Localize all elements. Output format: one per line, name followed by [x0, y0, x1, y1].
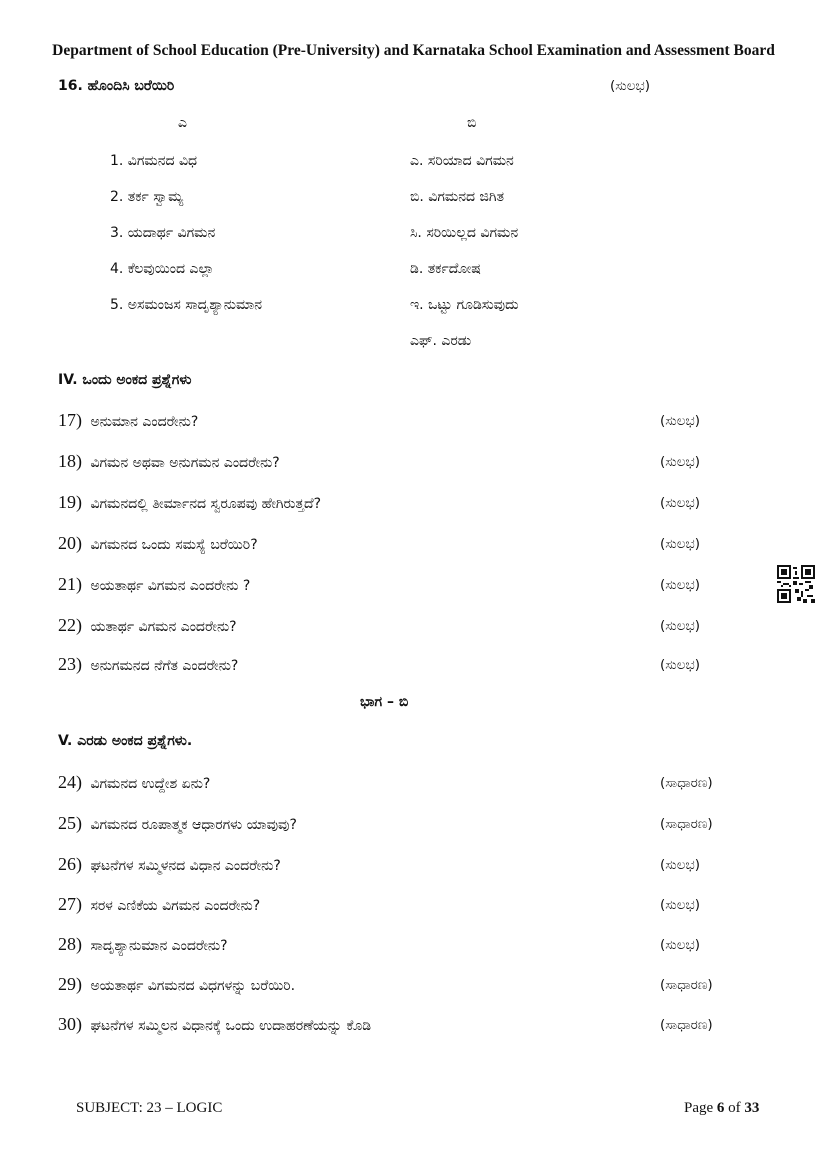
- page-total: 33: [744, 1100, 760, 1116]
- qr-code-icon: [777, 565, 815, 603]
- question-row: [58, 813, 297, 834]
- col-b-item: ಬಿ. ವಿಗಮನದ ಜಿಗಿತ: [410, 189, 504, 205]
- question-row: [58, 533, 258, 554]
- question-number: 26): [58, 854, 82, 874]
- difficulty-label: (ಸಾಧಾರಣ): [660, 1017, 713, 1033]
- question-row: [58, 654, 238, 675]
- question-text: ವಿಗಮನ ಅಥವಾ ಅನುಗಮನ ಎಂದರೇನು?: [90, 455, 280, 471]
- question-row: [58, 854, 281, 875]
- question-text: ಅನುಗಮನದ ನೆಗೆತ ಎಂದರೇನು?: [90, 658, 239, 674]
- col-b-item: ಸಿ. ಸರಿಯಿಲ್ಲದ ವಿಗಮನ: [410, 225, 519, 241]
- question-text: ವಿಗಮನದ ಒಂದು ಸಮಸ್ಯೆ ಬರೆಯಿರಿ?: [90, 537, 258, 553]
- question-number: 29): [58, 974, 82, 994]
- question-number: 30): [58, 1014, 82, 1034]
- difficulty-label: (ಸುಲಭ): [660, 897, 700, 913]
- difficulty-label: (ಸುಲಭ): [660, 657, 700, 673]
- difficulty-label: (ಸಾಧಾರಣ): [660, 775, 713, 791]
- footer-subject: SUBJECT: 23 – LOGIC: [76, 1100, 223, 1116]
- question-text: ಘಟನೆಗಳ ಸಮ್ಮಿಲನ ವಿಧಾನಕ್ಕೆ ಒಂದು ಉದಾಹರಣೆಯನ್ನು ಕೊಡಿ: [90, 1018, 372, 1034]
- question-text: ಯತಾರ್ಥ ವಿಗಮನ ಎಂದರೇನು?: [90, 619, 237, 635]
- col-b-item: ಎ. ಸರಿಯಾದ ವಿಗಮನ: [410, 153, 514, 169]
- part-b-heading: ಭಾಗ – ಬಿ: [360, 694, 409, 710]
- question-text: ಅಯತಾರ್ಥ ವಿಗಮನದ ವಿಧಗಳನ್ನು ಬರೆಯಿರಿ.: [90, 978, 296, 994]
- page-of-label: of: [728, 1100, 741, 1116]
- question-number: 22): [58, 615, 82, 635]
- question-row: [58, 615, 237, 636]
- question-text: ಅಯತಾರ್ಥ ವಿಗಮನ ಎಂದರೇನು ?: [90, 578, 251, 594]
- question-row: [58, 451, 280, 472]
- difficulty-label: (ಸುಲಭ): [660, 618, 700, 634]
- question-text: ವಿಗಮನದಲ್ಲಿ ತೀರ್ಮಾನದ ಸ್ವರೂಪವು ಹೇಗಿರುತ್ತದೆ?: [90, 496, 322, 512]
- section-iv-title: IV. ಒಂದು ಅಂಕದ ಪ್ರಶ್ನೆಗಳು: [58, 372, 192, 388]
- question-number: 28): [58, 934, 82, 954]
- question-text: ಘಟನೆಗಳ ಸಮ್ಮಿಳನದ ವಿಧಾನ ಎಂದರೇನು?: [90, 858, 281, 874]
- footer-page-number: [684, 1100, 759, 1117]
- section-v-title: V. ಎರಡು ಅಂಕದ ಪ್ರಶ್ನೆಗಳು.: [58, 733, 193, 749]
- question-row: [58, 934, 228, 955]
- question-number: 20): [58, 533, 82, 553]
- question-number: 21): [58, 574, 82, 594]
- col-a-heading: ಎ: [178, 115, 187, 131]
- col-b-heading: ಬಿ: [467, 115, 477, 131]
- page-label: Page: [684, 1100, 714, 1116]
- difficulty-label: (ಸುಲಭ): [660, 413, 700, 429]
- col-a-item: 4. ಕೆಲವುಯಿಂದ ಎಲ್ಲಾ: [110, 261, 215, 277]
- difficulty-label: (ಸುಲಭ): [660, 536, 700, 552]
- question-row: [58, 574, 250, 595]
- difficulty-label: (ಸುಲಭ): [660, 454, 700, 470]
- question-text: ವಿಗಮನದ ಉದ್ದೇಶ ಏನು?: [90, 776, 211, 792]
- difficulty-label: (ಸಾಧಾರಣ): [660, 816, 713, 832]
- question-row: [58, 1014, 371, 1035]
- question-number: 17): [58, 410, 82, 430]
- question-number: 27): [58, 894, 82, 914]
- q16-difficulty: (ಸುಲಭ): [610, 78, 650, 94]
- question-row: [58, 974, 295, 995]
- difficulty-label: (ಸುಲಭ): [660, 937, 700, 953]
- question-text: ವಿಗಮನದ ರೂಪಾತ್ಮಕ ಆಧಾರಗಳು ಯಾವುವು?: [90, 817, 297, 833]
- page-current: 6: [716, 1100, 725, 1116]
- question-number: 24): [58, 772, 82, 792]
- question-row: [58, 492, 321, 513]
- question-text: ಸರಳ ಎಣಿಕೆಯ ವಿಗಮನ ಎಂದರೇನು?: [90, 898, 261, 914]
- col-b-item: ಎಫ್. ಎರಡು: [410, 333, 472, 349]
- question-text: ಅನುಮಾನ ಎಂದರೇನು?: [90, 414, 199, 430]
- col-a-item: 3. ಯದಾರ್ಥ ವಿಗಮನ: [110, 225, 216, 241]
- col-b-item: ಡಿ. ತರ್ಕದೋಷ: [410, 261, 481, 277]
- col-a-item: 5. ಅಸಮಂಜಸ ಸಾದೃಶ್ಯಾನುಮಾನ: [110, 297, 263, 313]
- col-a-item: 1. ವಿಗಮನದ ವಿಧ: [110, 153, 198, 169]
- difficulty-label: (ಸುಲಭ): [660, 577, 700, 593]
- question-number: 19): [58, 492, 82, 512]
- question-number: 18): [58, 451, 82, 471]
- page-header: Department of School Education (Pre-University) and Karnataka School Examination and Assessment Board: [52, 42, 775, 59]
- question-text: ಸಾದೃಶ್ಯಾನುಮಾನ ಎಂದರೇನು?: [90, 938, 228, 954]
- q16-title: 16. ಹೊಂದಿಸಿ ಬರೆಯಿರಿ: [58, 78, 175, 94]
- col-b-item: ಇ. ಒಟ್ಟು ಗೂಡಿಸುವುದು: [410, 297, 519, 313]
- difficulty-label: (ಸಾಧಾರಣ): [660, 977, 713, 993]
- difficulty-label: (ಸುಲಭ): [660, 857, 700, 873]
- question-row: [58, 894, 260, 915]
- col-a-item: 2. ತರ್ಕ ಸ್ವಾಮ್ಯ: [110, 189, 184, 205]
- question-row: [58, 772, 210, 793]
- question-number: 23): [58, 654, 82, 674]
- question-row: [58, 410, 198, 431]
- question-number: 25): [58, 813, 82, 833]
- difficulty-label: (ಸುಲಭ): [660, 495, 700, 511]
